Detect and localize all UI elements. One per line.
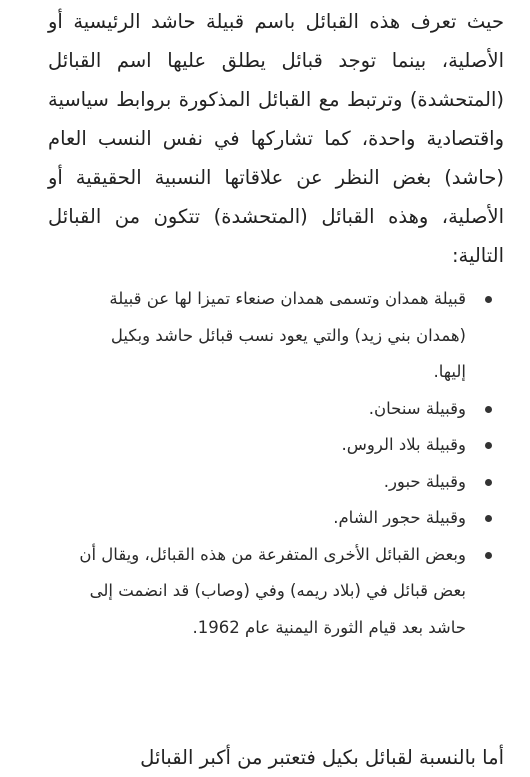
list-item-text: وقبيلة حجور الشام. (333, 508, 466, 527)
tribes-list (76, 281, 504, 646)
list-item (76, 281, 466, 391)
bullet-icon (485, 515, 492, 522)
list-item-text: وقبيلة حبور. (383, 471, 466, 491)
bullet-icon (485, 442, 492, 449)
intro-paragraph: حيث تعرف هذه القبائل باسم قبيلة حاشد الرئيسية أو الأصلية، بينما توجد قبائل يطلق عليها اسم القبائل (المتحشدة) وترتبط مع القبائل المذكورة بروابط سياسية واقتصادية واحدة، كما تشاركها في نفس النسب العام (حاشد) بغض النظر عن علاقاتها النسبية الحقيقية أو الأصلية، وهذه القبائل (المتحشدة) تتكون من القبائل التالية: (48, 10, 504, 267)
list-item (76, 537, 466, 647)
list-item (76, 500, 466, 537)
bullet-icon (485, 552, 492, 559)
list-item (76, 464, 466, 501)
bullet-icon (485, 406, 492, 413)
list-item-text: وقبيلة سنحان. (368, 398, 466, 418)
list-item-text: قبيلة همدان وتسمى همدان صنعاء تميزا لها عن قبيلة (همدان بني زيد) والتي يعود نسب قبائل حاشد وبكيل إليها. (109, 289, 466, 381)
article-body (48, 2, 504, 646)
list-item (76, 427, 466, 464)
list-item-text: وبعض القبائل الأخرى المتفرعة من هذه القبائل، ويقال أن بعض قبائل في (بلاد ريمه) وفي (وصاب) قد انضمت إلى حاشد بعد قيام الثورة اليمنية عام 1962. (79, 544, 466, 637)
list-item (76, 391, 466, 428)
bullet-icon (485, 296, 492, 303)
list-item-text: وقبيلة بلاد الروس. (341, 435, 466, 454)
bullet-icon (485, 479, 492, 486)
next-paragraph-partial: أما بالنسبة لقبائل بكيل فتعتبر من أكبر القبائل (140, 746, 504, 769)
